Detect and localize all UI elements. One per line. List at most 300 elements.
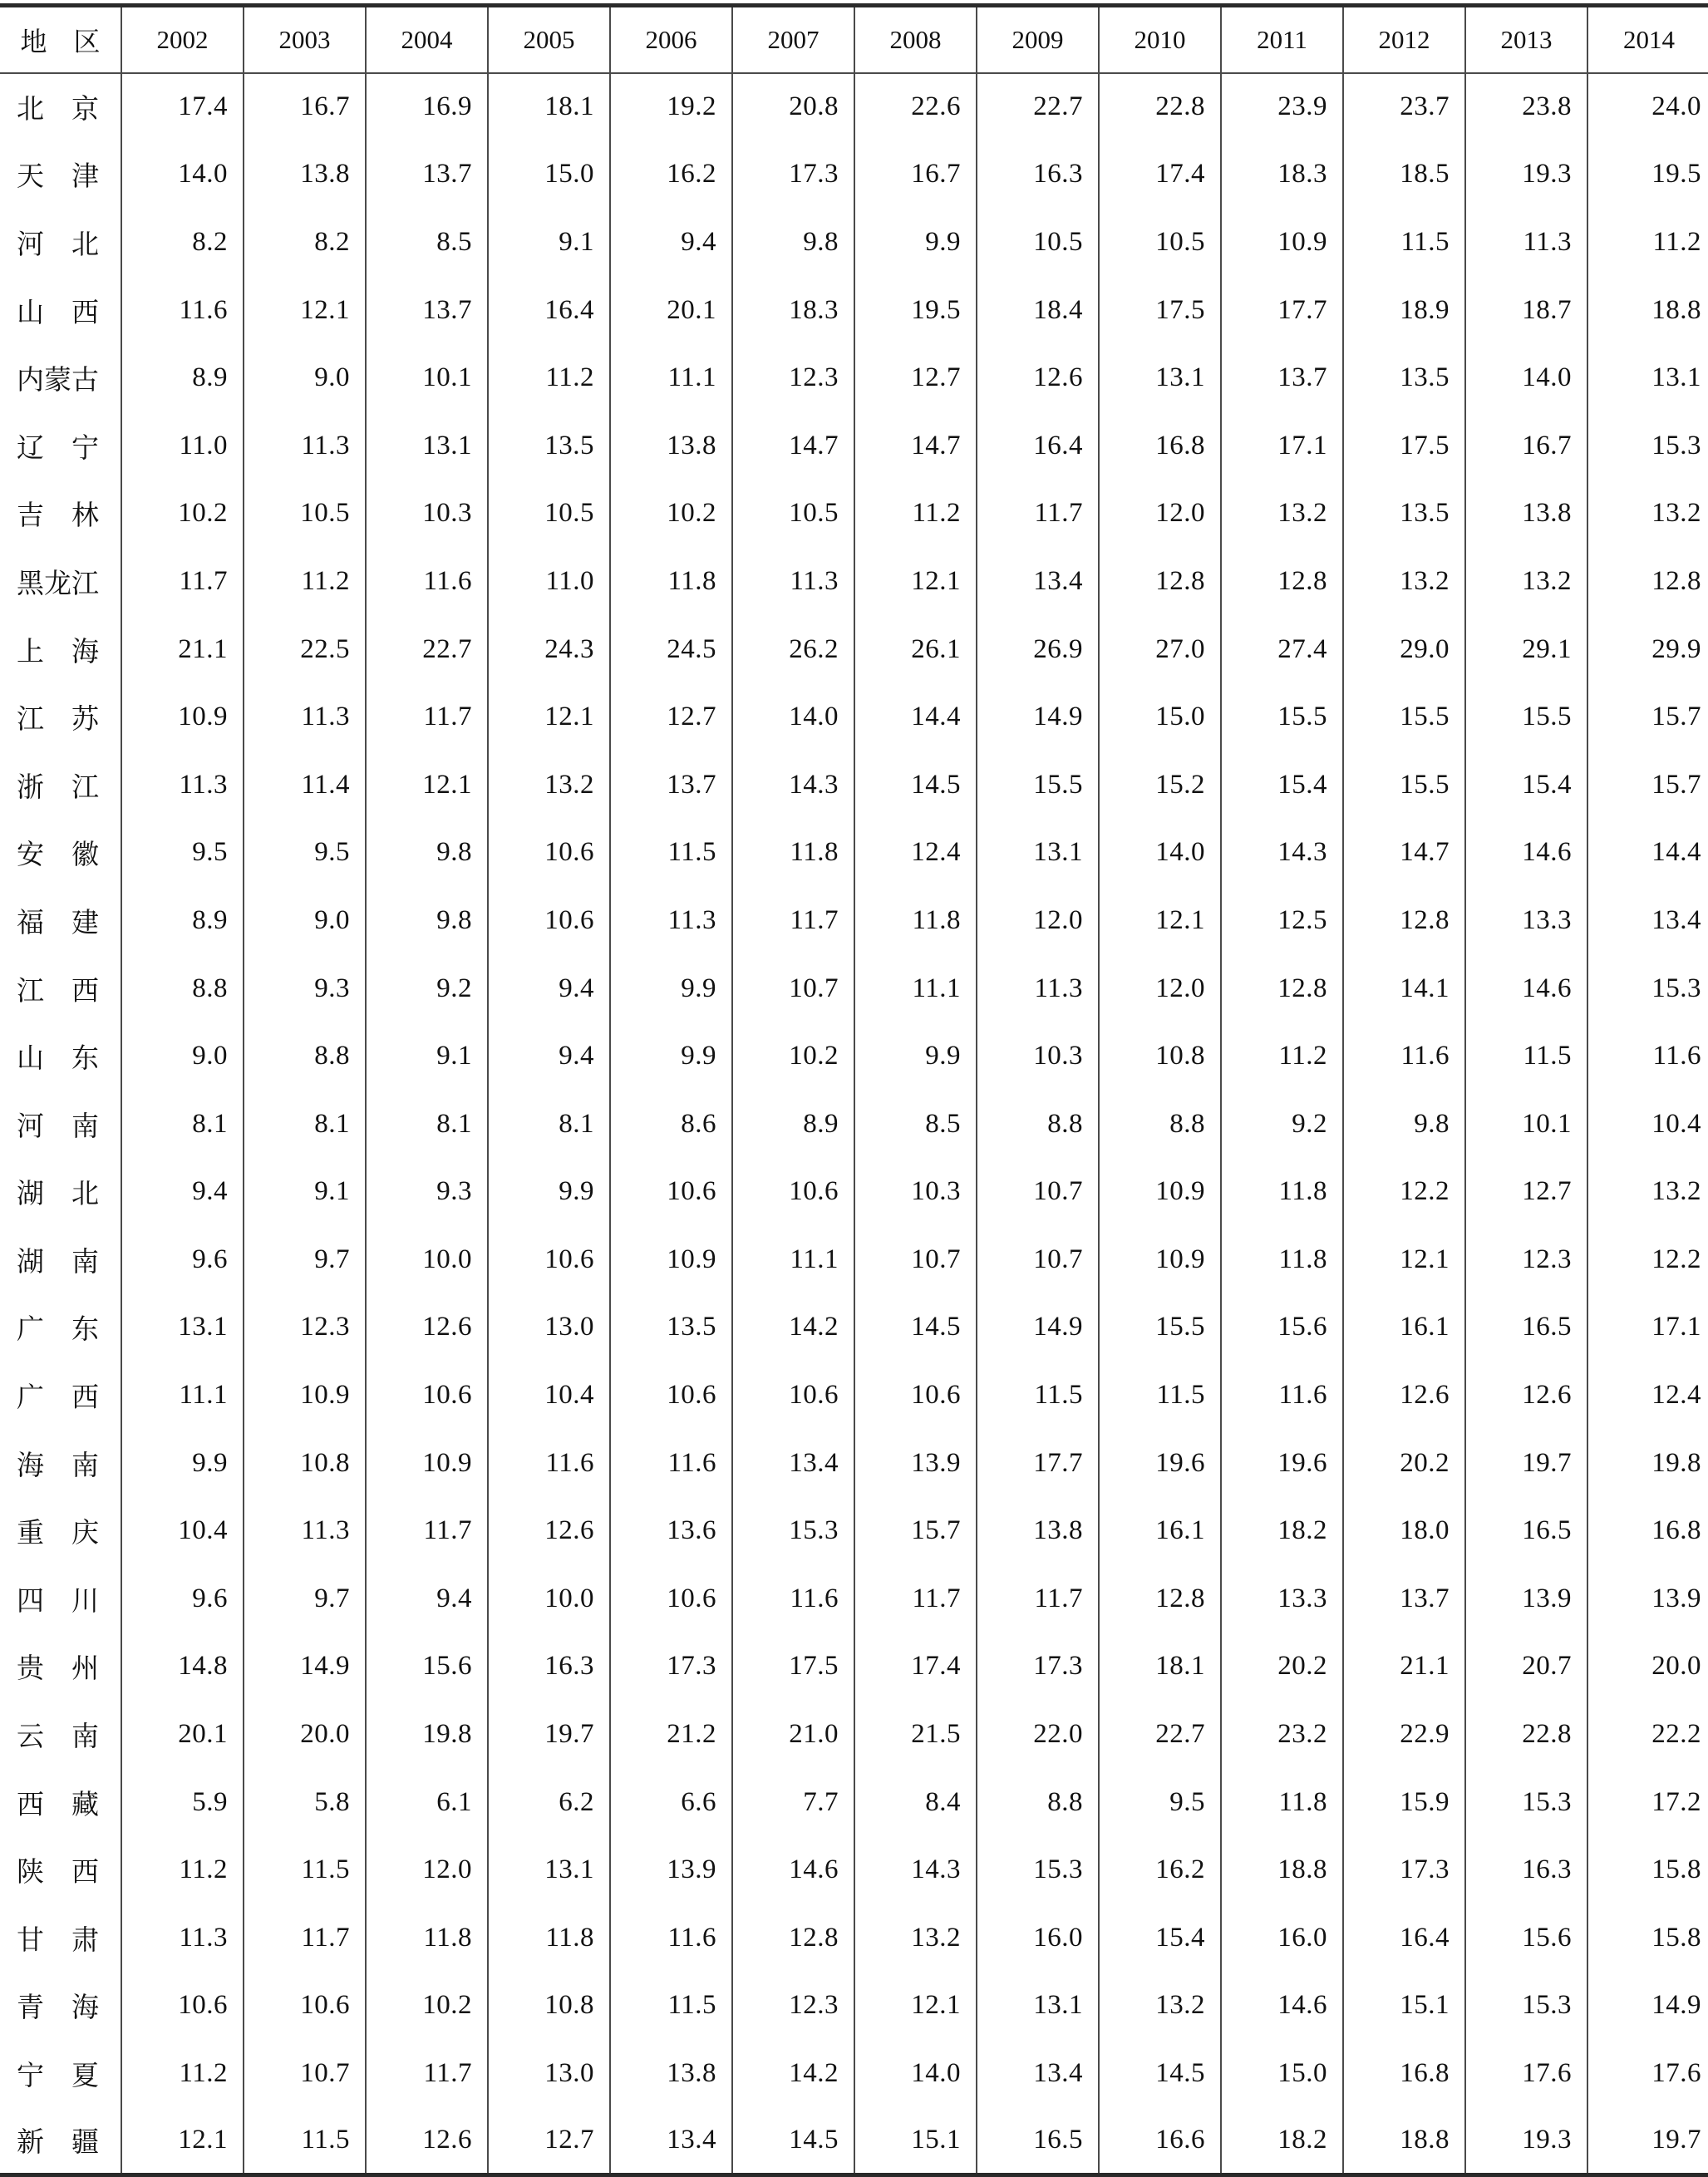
value-cell: 11.6 (488, 1429, 610, 1497)
value-cell: 13.0 (488, 1293, 610, 1362)
value-cell: 13.7 (366, 140, 488, 209)
table-row (0, 954, 1708, 1022)
value-cell: 12.1 (121, 2107, 244, 2175)
value-cell: 17.3 (610, 1633, 732, 1701)
table-row (0, 480, 1708, 548)
value-cell: 17.1 (1651, 1312, 1701, 1342)
table-row (0, 276, 1708, 344)
value-cell: 10.7 (977, 1226, 1099, 1294)
value-cell: 13.2 (1099, 1972, 1221, 2040)
value-cell: 14.9 (244, 1633, 366, 1701)
value-cell: 13.9 (1465, 1565, 1587, 1633)
value-cell: 18.8 (1343, 2107, 1465, 2175)
value-cell: 15.7 (1651, 702, 1701, 732)
value-cell: 16.4 (977, 411, 1099, 480)
value-cell: 15.6 (1465, 1904, 1587, 1973)
value-cell: 14.5 (854, 751, 977, 819)
table-row (0, 615, 1708, 683)
value-cell: 17.5 (1343, 411, 1465, 480)
value-cell: 16.1 (1343, 1293, 1465, 1362)
value-cell: 16.9 (366, 73, 488, 141)
region-cell: 陕 西 (0, 1836, 121, 1904)
value-cell: 13.8 (1465, 480, 1587, 548)
value-cell: 9.5 (1099, 1768, 1221, 1836)
value-cell: 10.6 (732, 1362, 854, 1430)
value-cell: 10.9 (610, 1226, 732, 1294)
value-cell: 14.8 (121, 1633, 244, 1701)
value-cell: 12.8 (1651, 565, 1701, 596)
value-cell: 17.3 (977, 1633, 1099, 1701)
value-cell: 13.9 (610, 1836, 732, 1904)
value-cell: 8.8 (977, 1768, 1099, 1836)
value-cell: 15.0 (1221, 2040, 1343, 2108)
value-cell: 13.1 (1099, 344, 1221, 412)
value-cell: 10.4 (488, 1362, 610, 1430)
region-cell: 福 建 (0, 887, 121, 955)
value-cell: 10.5 (732, 480, 854, 548)
value-cell: 13.2 (1651, 498, 1701, 529)
region-cell: 黑龙江 (0, 548, 121, 616)
value-cell: 8.2 (121, 209, 244, 277)
value-cell: 19.6 (1221, 1429, 1343, 1497)
region-cell: 云 南 (0, 1701, 121, 1769)
value-cell: 16.6 (1099, 2107, 1221, 2175)
value-cell: 8.1 (244, 1090, 366, 1158)
value-cell: 10.5 (244, 480, 366, 548)
value-cell: 6.1 (366, 1768, 488, 1836)
value-cell: 11.3 (244, 683, 366, 751)
value-cell: 11.6 (732, 1565, 854, 1633)
value-cell: 16.3 (488, 1633, 610, 1701)
value-cell: 8.8 (977, 1090, 1099, 1158)
column-header-year: 2014 (1587, 6, 1708, 73)
table-row (0, 1701, 1708, 1769)
value-cell: 8.1 (366, 1090, 488, 1158)
value-cell: 11.7 (732, 887, 854, 955)
region-cell: 贵 州 (0, 1633, 121, 1701)
value-cell: 14.5 (732, 2107, 854, 2175)
value-cell: 22.7 (977, 73, 1099, 141)
value-cell: 17.2 (1651, 1786, 1701, 1817)
value-cell: 17.7 (1221, 276, 1343, 344)
table-row (0, 819, 1708, 887)
value-cell: 23.2 (1221, 1701, 1343, 1769)
value-cell: 26.9 (977, 615, 1099, 683)
value-cell: 12.7 (854, 344, 977, 412)
value-cell: 10.6 (610, 1362, 732, 1430)
value-cell: 15.7 (854, 1497, 977, 1565)
value-cell: 15.3 (1651, 430, 1701, 461)
value-cell: 16.0 (977, 1904, 1099, 1973)
value-cell: 26.1 (854, 615, 977, 683)
value-cell: 11.2 (488, 344, 610, 412)
table-row (0, 411, 1708, 480)
value-cell: 11.3 (244, 411, 366, 480)
value-cell: 12.6 (366, 2107, 488, 2175)
value-cell: 11.5 (1465, 1022, 1587, 1091)
value-cell: 14.3 (732, 751, 854, 819)
value-cell: 19.3 (1465, 140, 1587, 209)
value-cell: 12.1 (854, 548, 977, 616)
value-cell: 17.5 (732, 1633, 854, 1701)
value-cell: 8.1 (121, 1090, 244, 1158)
value-cell: 13.0 (488, 2040, 610, 2108)
value-cell: 6.6 (610, 1768, 732, 1836)
value-cell: 24.3 (488, 615, 610, 683)
value-cell: 9.1 (244, 1158, 366, 1226)
value-cell: 18.3 (732, 276, 854, 344)
value-cell: 18.4 (977, 276, 1099, 344)
value-cell: 12.1 (244, 276, 366, 344)
region-cell: 青 海 (0, 1972, 121, 2040)
column-header-year: 2012 (1343, 6, 1465, 73)
value-cell: 8.4 (854, 1768, 977, 1836)
value-cell: 29.9 (1651, 633, 1701, 664)
value-cell: 11.1 (121, 1362, 244, 1430)
value-cell: 10.2 (121, 480, 244, 548)
region-cell: 内蒙古 (0, 344, 121, 412)
value-cell: 22.9 (1343, 1701, 1465, 1769)
value-cell: 18.0 (1343, 1497, 1465, 1565)
value-cell: 9.7 (244, 1565, 366, 1633)
value-cell: 13.7 (366, 276, 488, 344)
value-cell: 20.0 (244, 1701, 366, 1769)
region-cell: 辽 宁 (0, 411, 121, 480)
value-cell: 15.4 (1221, 751, 1343, 819)
value-cell: 10.8 (488, 1972, 610, 2040)
value-cell: 13.8 (610, 411, 732, 480)
value-cell: 21.1 (1343, 1633, 1465, 1701)
value-cell: 18.1 (488, 73, 610, 141)
table-body (0, 73, 1708, 2175)
value-cell: 12.7 (610, 683, 732, 751)
table-row (0, 1226, 1708, 1294)
table-header (0, 6, 1708, 73)
value-cell: 10.3 (366, 480, 488, 548)
value-cell: 10.6 (732, 1158, 854, 1226)
value-cell: 15.5 (1465, 683, 1587, 751)
value-cell: 20.1 (121, 1701, 244, 1769)
value-cell: 13.8 (977, 1497, 1099, 1565)
value-cell: 14.9 (1651, 1990, 1701, 2021)
value-cell: 9.6 (121, 1565, 244, 1633)
value-cell: 16.5 (1465, 1497, 1587, 1565)
table-row (0, 1090, 1708, 1158)
value-cell: 10.6 (610, 1565, 732, 1633)
value-cell: 11.2 (854, 480, 977, 548)
value-cell: 10.9 (1099, 1226, 1221, 1294)
value-cell: 7.7 (732, 1768, 854, 1836)
value-cell: 16.7 (244, 73, 366, 141)
value-cell: 12.2 (1343, 1158, 1465, 1226)
value-cell: 15.7 (1651, 769, 1701, 800)
value-cell: 12.1 (1099, 887, 1221, 955)
value-cell: 18.8 (1221, 1836, 1343, 1904)
value-cell: 12.7 (488, 2107, 610, 2175)
table-row (0, 1633, 1708, 1701)
value-cell: 15.5 (1099, 1293, 1221, 1362)
value-cell: 11.7 (977, 480, 1099, 548)
value-cell: 19.3 (1465, 2107, 1587, 2175)
value-cell: 9.9 (854, 1022, 977, 1091)
value-cell: 10.1 (366, 344, 488, 412)
value-cell: 10.6 (488, 819, 610, 887)
value-cell: 15.4 (1465, 751, 1587, 819)
value-cell: 17.3 (732, 140, 854, 209)
region-cell: 新 疆 (0, 2107, 121, 2175)
value-cell: 11.0 (488, 548, 610, 616)
value-cell: 11.2 (1221, 1022, 1343, 1091)
value-cell: 15.3 (977, 1836, 1099, 1904)
value-cell: 9.4 (610, 209, 732, 277)
value-cell: 15.1 (1343, 1972, 1465, 2040)
value-cell: 14.4 (1651, 837, 1701, 868)
table-row (0, 751, 1708, 819)
value-cell: 13.2 (1343, 548, 1465, 616)
value-cell: 26.2 (732, 615, 854, 683)
value-cell: 10.0 (366, 1226, 488, 1294)
value-cell: 11.7 (854, 1565, 977, 1633)
value-cell: 16.2 (610, 140, 732, 209)
value-cell: 10.4 (121, 1497, 244, 1565)
value-cell: 17.5 (1099, 276, 1221, 344)
value-cell: 13.2 (854, 1904, 977, 1973)
value-cell: 14.5 (1099, 2040, 1221, 2108)
value-cell: 19.8 (1651, 1447, 1701, 1478)
table-row (0, 1362, 1708, 1430)
value-cell: 11.5 (244, 2107, 366, 2175)
table-row (0, 2107, 1708, 2175)
value-cell: 10.3 (854, 1158, 977, 1226)
value-cell: 12.5 (1221, 887, 1343, 955)
value-cell: 11.5 (1099, 1362, 1221, 1430)
value-cell: 9.4 (121, 1158, 244, 1226)
value-cell: 8.9 (121, 344, 244, 412)
region-cell: 湖 北 (0, 1158, 121, 1226)
region-cell: 甘 肃 (0, 1904, 121, 1973)
value-cell: 20.7 (1465, 1633, 1587, 1701)
value-cell: 14.2 (732, 2040, 854, 2108)
value-cell: 9.0 (244, 887, 366, 955)
value-cell: 19.8 (366, 1701, 488, 1769)
value-cell: 10.2 (732, 1022, 854, 1091)
value-cell: 17.6 (1465, 2040, 1587, 2108)
region-cell: 广 西 (0, 1362, 121, 1430)
value-cell: 11.6 (1221, 1362, 1343, 1430)
value-cell: 10.6 (366, 1362, 488, 1430)
value-cell: 15.3 (732, 1497, 854, 1565)
value-cell: 9.9 (854, 209, 977, 277)
value-cell: 9.8 (366, 887, 488, 955)
column-header-year: 2008 (854, 6, 977, 73)
value-cell: 22.7 (366, 615, 488, 683)
value-cell: 13.4 (977, 548, 1099, 616)
value-cell: 23.9 (1221, 73, 1343, 141)
value-cell: 11.8 (488, 1904, 610, 1973)
value-cell: 11.8 (854, 887, 977, 955)
value-cell: 10.0 (488, 1565, 610, 1633)
value-cell: 11.2 (121, 1836, 244, 1904)
value-cell: 13.9 (854, 1429, 977, 1497)
value-cell: 13.5 (1343, 344, 1465, 412)
table-row (0, 887, 1708, 955)
value-cell: 10.1 (1465, 1090, 1587, 1158)
value-cell: 22.7 (1099, 1701, 1221, 1769)
value-cell: 14.6 (732, 1836, 854, 1904)
value-cell: 13.8 (610, 2040, 732, 2108)
value-cell: 12.2 (1651, 1244, 1701, 1274)
value-cell: 13.2 (1651, 1176, 1701, 1207)
value-cell: 11.2 (244, 548, 366, 616)
value-cell: 13.1 (121, 1293, 244, 1362)
value-cell: 11.7 (977, 1565, 1099, 1633)
value-cell: 11.6 (1652, 1041, 1701, 1071)
value-cell: 12.3 (1465, 1226, 1587, 1294)
value-cell: 20.1 (610, 276, 732, 344)
value-cell: 10.8 (244, 1429, 366, 1497)
value-cell: 19.5 (854, 276, 977, 344)
table-row (0, 683, 1708, 751)
value-cell: 11.5 (610, 819, 732, 887)
value-cell: 13.5 (488, 411, 610, 480)
value-cell: 16.5 (1465, 1293, 1587, 1362)
value-cell: 12.8 (1099, 548, 1221, 616)
value-cell: 13.8 (244, 140, 366, 209)
value-cell: 11.8 (1221, 1226, 1343, 1294)
column-header-year: 2010 (1099, 6, 1221, 73)
value-cell: 16.4 (488, 276, 610, 344)
value-cell: 10.7 (977, 1158, 1099, 1226)
value-cell: 10.2 (610, 480, 732, 548)
value-cell: 10.7 (244, 2040, 366, 2108)
value-cell: 15.6 (366, 1633, 488, 1701)
value-cell: 11.6 (121, 276, 244, 344)
value-cell: 20.0 (1651, 1651, 1701, 1682)
region-cell: 西 藏 (0, 1768, 121, 1836)
value-cell: 21.2 (610, 1701, 732, 1769)
region-cell: 安 徽 (0, 819, 121, 887)
value-cell: 19.7 (488, 1701, 610, 1769)
table-row (0, 1022, 1708, 1091)
value-cell: 23.7 (1343, 73, 1465, 141)
table-row (0, 1429, 1708, 1497)
value-cell: 14.7 (1343, 819, 1465, 887)
value-cell: 15.3 (1465, 1768, 1587, 1836)
value-cell: 9.9 (610, 1022, 732, 1091)
value-cell: 14.3 (1221, 819, 1343, 887)
value-cell: 11.1 (610, 344, 732, 412)
value-cell: 13.6 (610, 1497, 732, 1565)
value-cell: 16.8 (1099, 411, 1221, 480)
value-cell: 18.5 (1343, 140, 1465, 209)
table-row (0, 1565, 1708, 1633)
value-cell: 10.6 (488, 887, 610, 955)
value-cell: 20.2 (1221, 1633, 1343, 1701)
value-cell: 11.6 (610, 1904, 732, 1973)
value-cell: 9.1 (366, 1022, 488, 1091)
value-cell: 18.1 (1099, 1633, 1221, 1701)
value-cell: 11.7 (366, 1497, 488, 1565)
value-cell: 13.2 (1221, 480, 1343, 548)
table-row (0, 548, 1708, 616)
region-cell: 河 南 (0, 1090, 121, 1158)
value-cell: 8.5 (366, 209, 488, 277)
column-header-year: 2006 (610, 6, 732, 73)
value-cell: 14.0 (854, 2040, 977, 2108)
value-cell: 15.0 (1099, 683, 1221, 751)
value-cell: 9.0 (121, 1022, 244, 1091)
value-cell: 14.6 (1221, 1972, 1343, 2040)
value-cell: 10.2 (366, 1972, 488, 2040)
value-cell: 10.9 (1221, 209, 1343, 277)
table-row (0, 2040, 1708, 2108)
value-cell: 15.5 (1343, 683, 1465, 751)
value-cell: 16.1 (1099, 1497, 1221, 1565)
value-cell: 9.9 (488, 1158, 610, 1226)
value-cell: 23.8 (1465, 73, 1587, 141)
value-cell: 11.0 (121, 411, 244, 480)
value-cell: 13.5 (1343, 480, 1465, 548)
value-cell: 11.6 (610, 1429, 732, 1497)
value-cell: 9.8 (1343, 1090, 1465, 1158)
value-cell: 9.8 (732, 209, 854, 277)
region-cell: 山 西 (0, 276, 121, 344)
value-cell: 19.7 (1465, 1429, 1587, 1497)
table-row (0, 140, 1708, 209)
value-cell: 19.6 (1099, 1429, 1221, 1497)
value-cell: 13.3 (1221, 1565, 1343, 1633)
value-cell: 13.7 (610, 751, 732, 819)
value-cell: 13.4 (1651, 904, 1701, 935)
value-cell: 11.3 (610, 887, 732, 955)
value-cell: 17.3 (1343, 1836, 1465, 1904)
value-cell: 11.3 (1465, 209, 1587, 277)
value-cell: 12.8 (1099, 1565, 1221, 1633)
value-cell: 8.8 (244, 1022, 366, 1091)
value-cell: 27.0 (1099, 615, 1221, 683)
value-cell: 11.8 (366, 1904, 488, 1973)
value-cell: 15.8 (1651, 1854, 1701, 1885)
value-cell: 9.2 (1221, 1090, 1343, 1158)
value-cell: 5.9 (121, 1768, 244, 1836)
column-header-year: 2002 (121, 6, 244, 73)
value-cell: 14.9 (977, 683, 1099, 751)
region-cell: 山 东 (0, 1022, 121, 1091)
value-cell: 11.3 (121, 751, 244, 819)
value-cell: 17.7 (977, 1429, 1099, 1497)
value-cell: 12.6 (1465, 1362, 1587, 1430)
value-cell: 8.2 (244, 209, 366, 277)
region-cell: 宁 夏 (0, 2040, 121, 2108)
value-cell: 10.4 (1651, 1108, 1701, 1139)
value-cell: 12.4 (1651, 1380, 1701, 1411)
value-cell: 14.7 (732, 411, 854, 480)
region-cell: 吉 林 (0, 480, 121, 548)
value-cell: 22.2 (1651, 1719, 1701, 1750)
value-cell: 14.2 (732, 1293, 854, 1362)
value-cell: 12.1 (488, 683, 610, 751)
value-cell: 10.3 (977, 1022, 1099, 1091)
value-cell: 22.0 (977, 1701, 1099, 1769)
value-cell: 22.6 (854, 73, 977, 141)
table-row (0, 1293, 1708, 1362)
value-cell: 10.6 (854, 1362, 977, 1430)
value-cell: 18.2 (1221, 1497, 1343, 1565)
value-cell: 16.3 (1465, 1836, 1587, 1904)
value-cell: 24.5 (610, 615, 732, 683)
value-cell: 15.5 (977, 751, 1099, 819)
value-cell: 13.4 (732, 1429, 854, 1497)
